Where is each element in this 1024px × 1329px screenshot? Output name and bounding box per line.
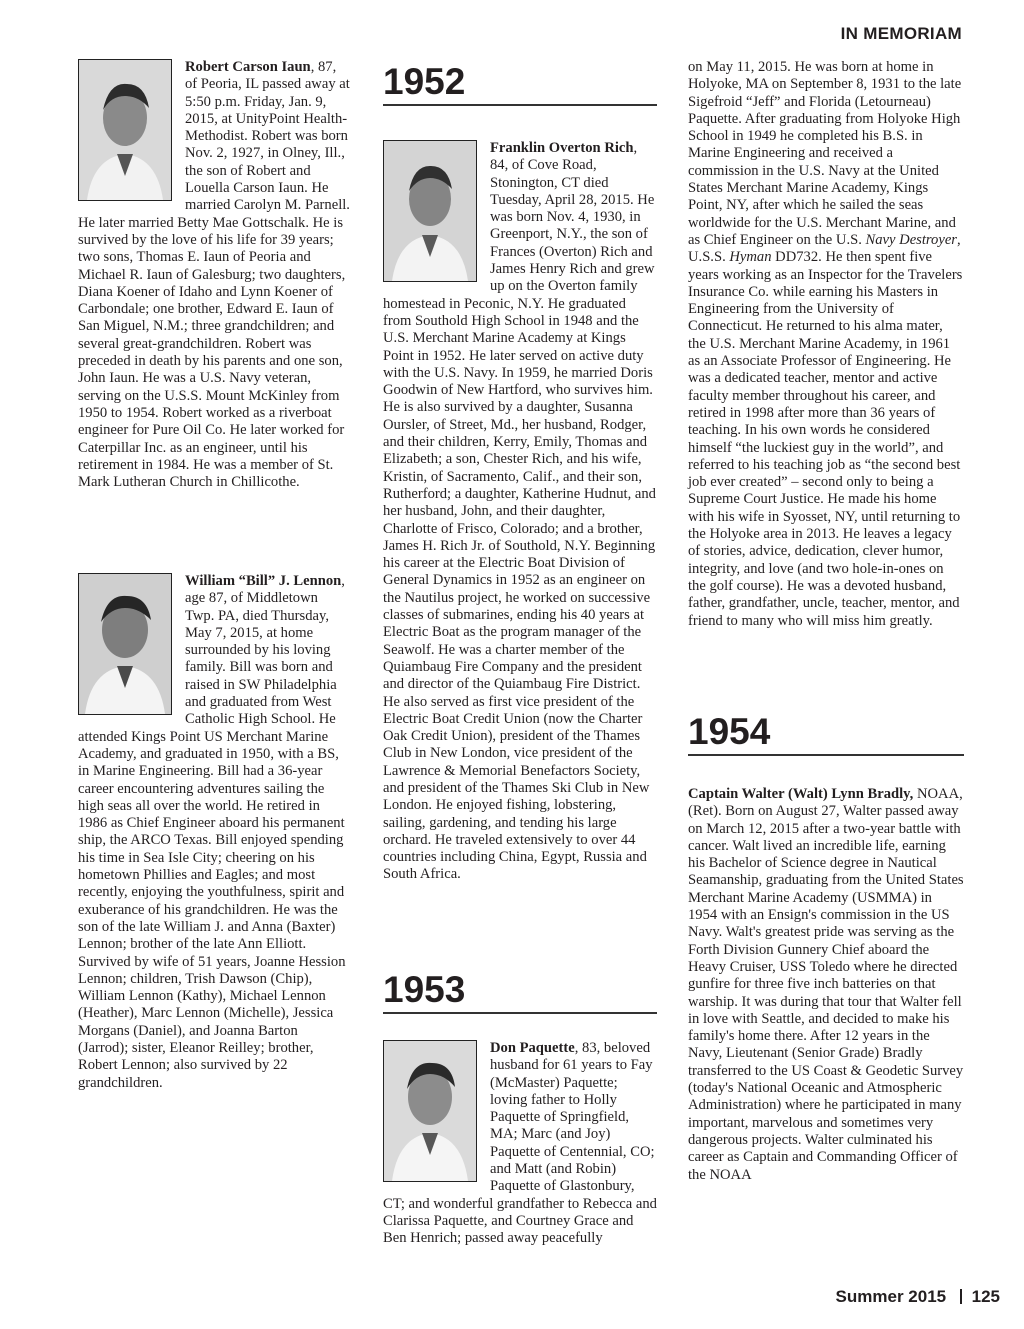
year-heading-1952: 1952 [383,62,657,106]
obituary-text: , 84, of Cove Road, Stonington, CT died Tuesday, April 28, 2015. He was born Nov. 4, 1930, in Greenport, N.Y., the son of Frances (Overton) Rich and James Henry Rich and grew up on the Overton family homestead in Peconic, N.Y. He graduated from Southold High School in 1948 and the U.S. Merchant Marine Academy at Kings Point in 1952. He later served on active duty with the U.S. Navy. In 1959, he married Doris Goodwin of New Hartford, who survives him. He is also survived by a daughter, Susanna Oursler, of Street, Md., her husband, Rodger, and their children, Kerry, Emily, Thomas and Elizabeth; a son, Chester Rich, and his wife, Kristin, of Sacramento, Calif., and their son, Rutherford; a daughter, Katherine Hudnut, and her husband, John, and their daughter, Charlotte of Frisco, Colorado; and a brother, James H. Rich Jr. of Southold, N.Y. Beginning his career at the Electric Boat Division of General Dynamics in 1952 as an engineer on the Nautilus project, he worked on successive classes of submarines, ending his 40 years at Electric Boat as the program manager of the Seawolf. He was a charter member of the Quiambaug Fire Company and the president and director of the Quiambaug Fire District. He also served as first vice president of the Electric Boat Credit Union (now the Charter Oak Credit Union), president of the Thames Club in New London, vice president of the Lawrence & Memorial Benefactors Society, and president of the Thames Ski Club in New London. He enjoyed fishing, lobstering, sailing, gardening, and tending his large orchard. He traveled extensively to over 44 countries including China, Egypt, Russia and South Africa. [383,140,656,883]
obituary-text: , 87, of Peoria, IL passed away at 5:50 p.m. Friday, Jan. 9, 2015, at UnityPoint Health-Methodist. Robert was born Nov. 2, 1927, in Olney, Ill., the son of Robert and Louella Carson Iaun. He married Carolyn M. Parnell. He later married Betty Mae Gottschalk. He is survived by the love of his life for 39 years; two sons, Thomas E. Iaun of Peoria and Michael R. Iaun of Galesburg; two daughters, Diana Koener of Idaho and Lynn Koener of Carbondale; one brother, Edward E. Iaun of San Miguel, N.M.; three grandchildren; and several great-grandchildren. Robert was preceded in death by his parents and one son, John Iaun. He was a U.S. Navy veteran, serving on the U.S.S. Mount McKinley from 1950 to 1954. Robert worked as a riverboat engineer for Pure Oil Co. He later worked for Caterpillar Inc. as an engineer, until his retirement in 1984. He was a member of St. Mark Lutheran Church in Chillicothe. [78,59,350,491]
obituary-name: Captain Walter (Walt) Lynn Bradly, [688,786,914,802]
page-header-title: IN MEMORIAM [840,24,962,43]
ship-separator: , U.S.S. [688,231,961,266]
obituary-iaun [78,59,350,491]
obituary-text-continued: on May 11, 2015. He was born at home in Holyoke, MA on September 8, 1931 to the late Sigefroid “Jeff” and Florida (Letourneau) Paquette. After graduating from Holyoke High School in 1949 he completed his B.S. in Marine Engineering and received a commission in the U.S. Navy at the United States Merchant Marine Academy, Kings Point, NY, after which he sailed the seas worldwide for the U.S. Merchant Marine, and as Chief Engineer on the U.S. [688,59,962,248]
obituary-text: , age 87, of Middletown Twp. PA, died Thursday, May 7, 2015, at home surrounded by his loving family. Bill was born and raised in SW Philadelphia and graduated from West Catholic High School. He attended Kings Point US Merchant Marine Academy, and graduated in 1950, with a BS, in Marine Engineering. Bill had a 36-year career encountering adventures sailing the high seas all over the world. He retired in 1986 as Chief Engineer aboard his permanent ship, the ARCO Texas. Bill enjoyed spending his time in Sea Isle City; cheering on his hometown Phillies and Eagles; and most recently, enjoying the youthfulness, spirit and exuberance of his grandchildren. He was the son of the late William J. and Anna (Baxter) Lennon; brother of the late Ann Elliott. Survived by wife of 51 years, Joanne Hession Lennon; children, Trish Dawson (Chip), William Lennon (Kathy), Michael Lennon (Heather), Marc Lennon (Michelle), Jessica Morgans (Daniel), and Joanna Barton (Jarrod); sister, Eleanor Reilley; brother, Robert Lennon; also survived by 22 grandchildren. [78,573,346,1091]
issue-label: Summer 2015 [835,1287,947,1306]
ship-name: Navy Destroyer [865,231,957,248]
section-1953 [383,970,657,1014]
portrait-photo-rich [383,140,477,282]
page-number: 125 [971,1287,1000,1306]
obituary-rich [383,140,657,884]
obituary-name: William “Bill” J. Lennon [185,573,342,589]
obituary-bradly [688,786,964,1184]
obituary-paquette-continued [688,59,964,630]
portrait-photo-lennon [78,573,172,715]
section-1954 [688,712,964,756]
year-heading-1954: 1954 [688,712,964,756]
portrait-photo-paquette [383,1040,477,1182]
section-1952 [383,62,657,106]
obituary-name: Don Paquette [490,1040,575,1056]
ship-name: Hyman [729,249,772,266]
year-heading-1953: 1953 [383,970,657,1014]
obituary-paquette [383,1040,657,1248]
obituary-lennon [78,573,350,1092]
footer-divider [960,1289,962,1304]
portrait-photo-iaun [78,59,172,201]
obituary-text-continued: DD732. He then spent five years working as an Inspector for the Travelers Insurance Co. while earning his Masters in Engineering from the University of Connecticut. He returned to his alma mater, the U.S. Merchant Marine Academy, in 1961 as an Associate Professor of Engineering. He was a dedicated teacher, mentor and active faculty member throughout his career, and retired in 1998 after more than 36 years of teaching. In his own words he considered himself “the luckiest guy in the world”, and referred to his teaching job as “the second best job ever created” – second only to being a Supreme Court Justice. He made his home with his wife in Syosset, NY, until returning to the Holyoke area in 2013. He leaves a legacy of stories, advice, dedication, clever humor, integrity, and love (and two hole-in-ones on the golf course). He was a devoted husband, father, grandfather, uncle, teacher, mentor, and friend to many who will miss him greatly. [688,249,963,629]
obituary-name: Franklin Overton Rich [490,140,634,156]
obituary-text: NOAA, (Ret). Born on August 27, Walter passed away on March 12, 2015 after a two-year battle with cancer. Walt lived an incredible life, earning his Bachelor of Science degree in Nautical Seamanship, graduating from the United States Merchant Marine Academy (USMMA) in 1954 with an Ensign's commission in the US Navy. Walt's greatest pride was serving as the Forth Division Gunnery Chief aboard the Heavy Cruiser, USS Toledo where he directed gunfire for three five inch batteries on that warship. It was during that tour that Walter fell in love with Seattle, and decided to make his family's home there. After 12 years in the Navy, Lieutenant (Senior Grade) Bradly transferred to the US Coast & Geodetic Survey (today's National Oceanic and Atmospheric Administration) where he participated in many important, marvelous and sometimes very dangerous projects. Walter culminated his career as Captain and Commanding Officer of the NOAA [688,786,964,1183]
obituary-name: Robert Carson Iaun [185,59,311,75]
obituary-text: , 83, beloved husband for 61 years to Fay (McMaster) Paquette; loving father to Holly Paquette of Springfield, MA; Marc (and Joy) Paquette of Centennial, CO; and Matt (and Robin) Paquette of Glastonbury, CT; and wonderful grandfather to Rebecca and Clarissa Paquette, and Courtney Grace and Ben Henrich; passed away peacefully [383,1040,657,1247]
page-footer [836,1287,1000,1307]
